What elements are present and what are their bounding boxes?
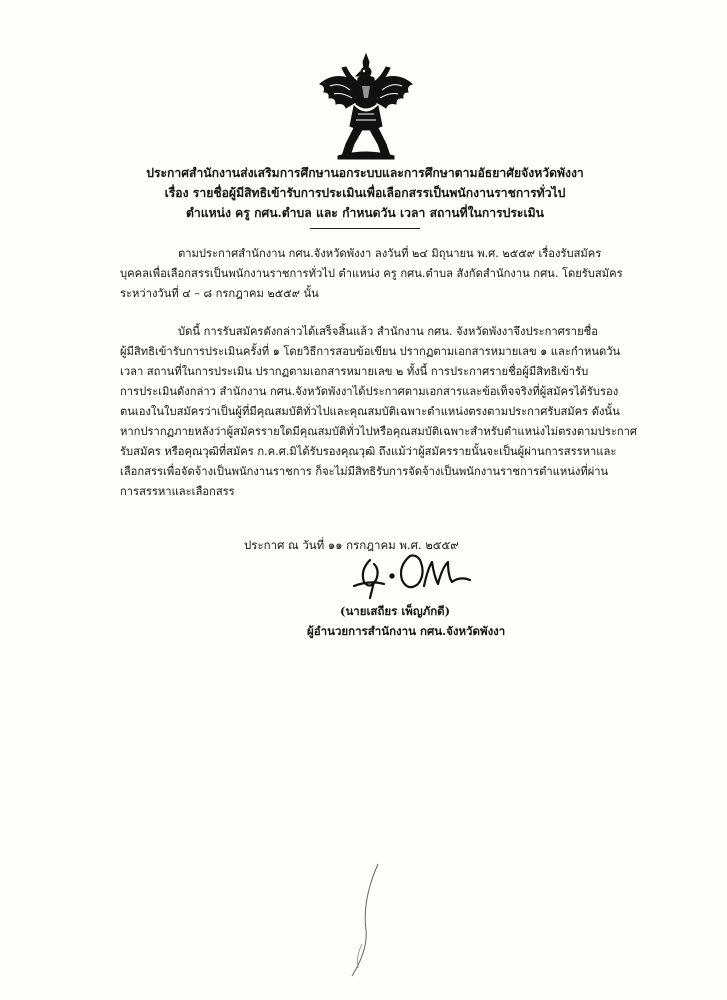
paragraph-2-line: ผู้มีสิทธิเข้ารับการประเมินครั้งที่ ๑ โดยวิธีการสอบข้อเขียน ปรากฏตามเอกสารหมายเลข ๑ และกำหนดวัน <box>120 345 621 358</box>
signer-name: (นายเสถียร เพ็ญภักดี) <box>340 604 451 618</box>
header-line-3: ตำแหน่ง ครู กศน.ตำบล และ กำหนดวัน เวลา สถานที่ในการประเมิน <box>185 206 545 220</box>
document-header <box>110 163 620 223</box>
paragraph-2-line: ตนเองในใบสมัครว่าเป็นผู้ที่มีคุณสมบัติทั่วไปและคุณสมบัติเฉพาะตำแหน่งตรงตามประกาศรับสมัคร ดังนั้น <box>120 405 620 418</box>
header-line-2: เรื่อง รายชื่อผู้มีสิทธิเข้ารับการประเมินเพื่อเลือกสรรเป็นพนักงานราชการทั่วไป <box>164 186 566 200</box>
stray-pen-mark <box>332 860 392 980</box>
header-line-1: ประกาศสำนักงานส่งเสริมการศึกษานอกระบบและการศึกษาตามอัธยาศัยจังหวัดพังงา <box>146 166 584 180</box>
handwritten-signature <box>340 546 490 606</box>
paragraph-1-line: ระหว่างวันที่ ๔ – ๘ กรกฎาคม ๒๕๕๙ นั้น <box>120 287 319 300</box>
paragraph-1 <box>120 244 623 304</box>
paragraph-2-line: เวลา สถานที่ในการประเมิน ปรากฏตามเอกสารหมายเลข ๒ ทั้งนี้ การประกาศรายชื่อผู้มีสิทธิเข้ารับ <box>120 365 589 378</box>
paragraph-2-line: หากปรากฏภายหลังว่าผู้สมัครรายใดมีคุณสมบัติทั่วไปหรือคุณสมบัติเฉพาะสำหรับตำแหน่งไม่ตรงตามประกาศ <box>120 425 638 438</box>
paragraph-2-line: เลือกสรรเพื่อจัดจ้างเป็นพนักงานราชการ ก็จะไม่มีสิทธิรับการจัดจ้างเป็นพนักงานราชการตำแหน่งที่ผ่าน <box>120 465 609 478</box>
paragraph-2-line: บัดนี้ การรับสมัครดังกล่าวได้เสร็จสิ้นแล้ว สำนักงาน กศน. จังหวัดพังงาจึงประกาศรายชื่อ <box>178 325 598 338</box>
paragraph-2-line: การสรรหาและเลือกสรร <box>120 485 235 498</box>
announcement-date: ประกาศ ณ วันที่ ๑๑ กรกฎาคม พ.ศ. ๒๕๕๙ <box>244 538 459 552</box>
paragraph-1-line: บุคคลเพื่อเลือกสรรเป็นพนักงานราชการทั่วไป ตำแหน่ง ครู กศน.ตำบล สังกัดสำนักงาน กศน. โดยรับสมัคร <box>120 267 623 280</box>
garuda-emblem-icon <box>316 52 416 160</box>
paragraph-2 <box>120 322 638 502</box>
signer-title: ผู้อำนวยการสำนักงาน กศน.จังหวัดพังงา <box>307 624 506 638</box>
header-divider <box>310 228 420 229</box>
paragraph-2-line: การประเมินดังกล่าว สำนักงาน กศน.จังหวัดพังงาได้ประกาศตามเอกสารและข้อเท็จจริงที่ผู้สมัครได้รับรอง <box>120 385 619 398</box>
paragraph-2-line: รับสมัคร หรือคุณวุฒิที่สมัคร ก.ค.ศ.มิได้รับรองคุณวุฒิ ถึงแม้ว่าผู้สมัครรายนั้นจะเป็นผู้ผ่านการสรรหาและ <box>120 445 617 458</box>
paragraph-1-line: ตามประกาศสำนักงาน กศน.จังหวัดพังงา ลงวันที่ ๒๔ มิถุนายน พ.ศ. ๒๕๕๙ เรื่องรับสมัคร <box>178 247 602 260</box>
